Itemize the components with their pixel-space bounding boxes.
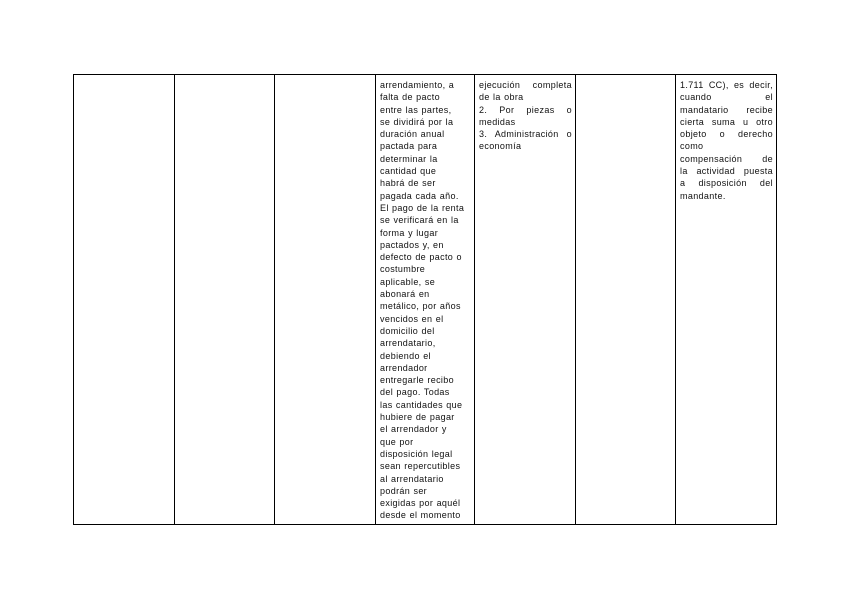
text-line: forma y lugar — [380, 227, 439, 238]
text-line: domicilio del — [380, 325, 435, 336]
table-cell-col-5 — [475, 75, 576, 525]
table-cell-col-7 — [676, 75, 777, 525]
text-line: a disposición del — [680, 178, 773, 189]
text-line: la actividad puesta — [680, 166, 773, 177]
text-line: economía — [479, 141, 522, 152]
table-cell-col-2 — [175, 75, 275, 525]
text-line: hubiere de pagar — [380, 412, 455, 423]
text-line: cierta suma u otro — [680, 116, 773, 127]
table-cell-col-3 — [275, 75, 376, 525]
text-line: falta de pacto — [380, 92, 440, 103]
text-line: arrendador — [380, 362, 428, 373]
text-line: del pago. Todas — [380, 387, 450, 398]
text-line: al arrendatario — [380, 473, 444, 484]
text-line: podrán ser — [380, 485, 428, 496]
text-line: entregarle recibo — [380, 375, 454, 386]
text-line: se verificará en la — [380, 215, 459, 226]
text-line: disposición legal — [380, 448, 453, 459]
text-line: que por — [380, 436, 414, 447]
text-line: 2. Por piezas o — [479, 104, 572, 115]
text-line: arrendatario, — [380, 338, 436, 349]
table-cell-col-1 — [74, 75, 175, 525]
text-line: sean repercutibles — [380, 461, 461, 472]
text-line: abonará en — [380, 289, 430, 300]
text-line: medidas — [479, 116, 516, 127]
text-line: debiendo el — [380, 350, 431, 361]
text-line: defecto de pacto o — [380, 252, 462, 263]
text-line: pagada cada año. — [380, 190, 459, 201]
text-line: vencidos en el — [380, 313, 444, 324]
table-row — [74, 75, 777, 525]
text-line: las cantidades que — [380, 399, 463, 410]
text-line: 3. Administración o — [479, 129, 572, 140]
text-line: mandante. — [680, 190, 726, 201]
text-line: arrendamiento, a — [380, 80, 455, 90]
text-line: mandatario recibe — [680, 104, 773, 115]
text-line: desde el momento — [380, 510, 461, 521]
text-line: aplicable, se — [380, 276, 436, 287]
text-line: El pago de la renta — [380, 202, 465, 213]
text-line: metálico, por años — [380, 301, 461, 312]
text-line: ejecución completa — [479, 80, 572, 90]
table-cell-col-6 — [576, 75, 676, 525]
text-line: costumbre — [380, 264, 426, 275]
text-line: compensación de — [680, 153, 773, 164]
text-line: duración anual — [380, 129, 445, 140]
text-line: 1.711 CC), es decir, — [680, 80, 773, 90]
text-line: pactados y, en — [380, 239, 444, 250]
text-line: como — [680, 141, 704, 152]
table-cell-col-4 — [376, 75, 475, 525]
text-line: exigidas por aquél — [380, 498, 461, 509]
text-line: habrá de ser — [380, 178, 436, 189]
comparison-table — [73, 74, 777, 525]
text-line: se dividirá por la — [380, 116, 454, 127]
text-line: cantidad que — [380, 166, 437, 177]
text-line: pactada para — [380, 141, 438, 152]
text-line: objeto o derecho — [680, 129, 773, 140]
text-line: cuando el — [680, 92, 773, 103]
text-line: determinar la — [380, 153, 438, 164]
text-line: entre las partes, — [380, 104, 452, 115]
text-line: de la obra — [479, 92, 524, 103]
text-line: el arrendador y — [380, 424, 447, 435]
